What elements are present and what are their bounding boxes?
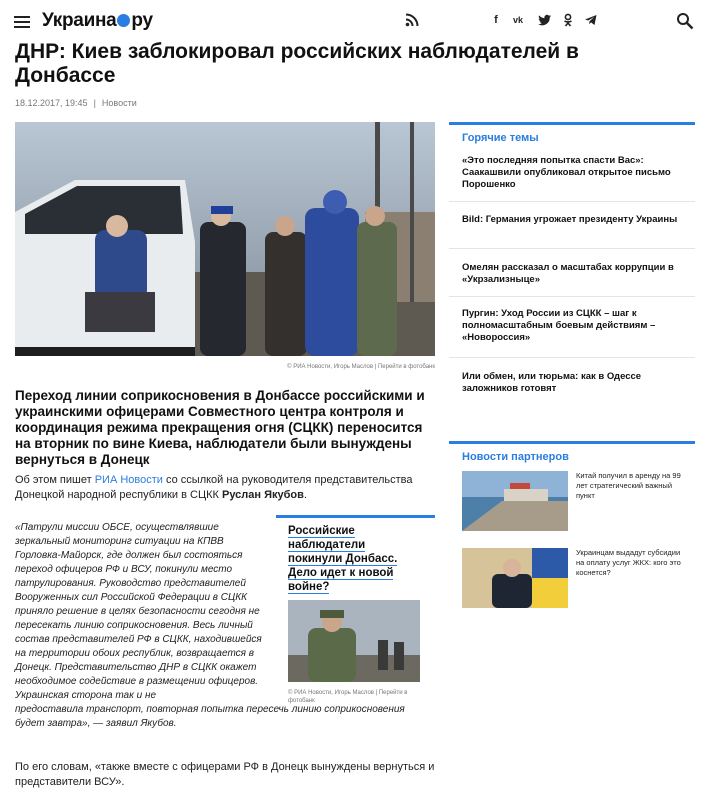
hot-topic-item[interactable]: Bild: Германия угрожает президенту Украины [462,214,678,225]
menu-icon[interactable] [14,16,30,28]
partner-news-item[interactable]: Украинцам выдадут субсидии на оплату услуг ЖКХ: кого это коснется? [576,548,681,577]
site-logo[interactable]: Украина ру [42,10,153,31]
partner-news-image[interactable] [462,471,568,531]
photo-soldier-scene [288,600,420,682]
article-paragraph-2: По его словам, «также вместе с офицерами РФ в Донецк вынуждены вернуться и представители ВСУ». [15,761,435,788]
article-section-link[interactable]: Новости [101,98,137,108]
hot-topic-item[interactable]: «Это последняя попытка спасти Вас»: Саакашвили опубликовал открытое письмо Порошенко [462,155,671,190]
hot-topics-block [449,122,695,394]
divider [449,296,695,297]
hot-topic-item[interactable]: Пургин: Уход России из СЦКК – шаг к полномасштабным боевым действиям – «Новороссия» [462,308,656,343]
ria-novosti-link[interactable]: РИА Новости [94,474,163,486]
person-name: Руслан Якубов [222,489,304,501]
article-quote: «Патрули миссии ОБСЕ, осуществлявшие зеркальный мониторинг ситуации на КПВВ Горловка-Майорск, где должен был состояться переход офицеров РФ и ВСУ, покинули место патрулирования. Руководство представителей Вооруженных сил Российской Федерации в СЦКК приняло решение в целях безопасности сегодня не пересекать линию соприкосновения. Весь личный состав представителей РФ в СЦКК, находившейся на территории обоих республик, возвращается в Донецк. Представительство ДНР в СЦКК окажет необходимое содействие в размещении офицеров. Украинская сторона так и не [15,522,262,701]
meta-separator: | [93,98,96,108]
odnoklassniki-icon[interactable] [561,13,575,27]
photo-port-scene [462,471,568,531]
article-photo[interactable] [15,122,435,356]
hot-topic-item[interactable]: Омелян рассказал о масштабах коррупции в «Укрзализныце» [462,262,674,285]
hot-topics-title: Горячие темы [449,122,695,144]
divider [449,201,695,202]
related-article-caption[interactable]: © РИА Новости, Игорь Маслов | Перейти в фотобанк [288,690,408,704]
telegram-icon[interactable] [584,13,598,27]
article-lead: Переход линии соприкосновения в Донбассе российскими и украинскими офицерами Совместного центра контроля и координация режима прекращения огня (СЦКК) переносится на вторник по вине Киева, наблюдатели были вынуждены вернуться в Донецк [15,388,425,467]
article-title: ДНР: Киев заблокировал российских наблюдателей в Донбассе [15,40,579,87]
article-date: 18.12.2017, 19:45 [15,98,88,108]
photo-observers-scene [15,122,435,356]
hot-topic-item[interactable]: Или обмен, или тюрьма: как в Одессе заложников готовят [462,371,642,394]
site-header [0,0,705,40]
partner-news-block [449,441,695,611]
photo-caption[interactable]: © РИА Новости, Игорь Маслов | Перейти в фотобанк [287,364,435,370]
partner-news-image[interactable] [462,548,568,608]
related-article-card[interactable] [276,515,435,710]
logo-dot-icon [117,14,130,27]
search-icon[interactable] [676,12,694,30]
partner-news-item[interactable]: Китай получил в аренду на 99 лет стратегический важный пункт [576,471,681,500]
article-quote-continued: предоставила транспорт, повторная попытка пересечь линию соприкосновения будет завтра», — заявил Якубов. [15,704,405,729]
article-meta [15,98,137,108]
related-article-image[interactable] [288,600,420,682]
vk-icon[interactable]: vk [512,15,523,25]
facebook-icon[interactable]: f [494,14,498,26]
article-paragraph-1: Об этом пишет РИА Новости со ссылкой на руководителя представительства Донецкой народной республики в СЦКК Руслан Якубов. [15,474,413,501]
partner-news-title: Новости партнеров [449,441,695,463]
rss-icon[interactable] [405,13,419,27]
divider [449,357,695,358]
divider [449,248,695,249]
twitter-icon[interactable] [538,13,552,27]
photo-official-scene [462,548,568,608]
related-article-title[interactable]: Российские наблюдатели покинули Донбасс. Дело идет к новой войне? [288,525,398,593]
